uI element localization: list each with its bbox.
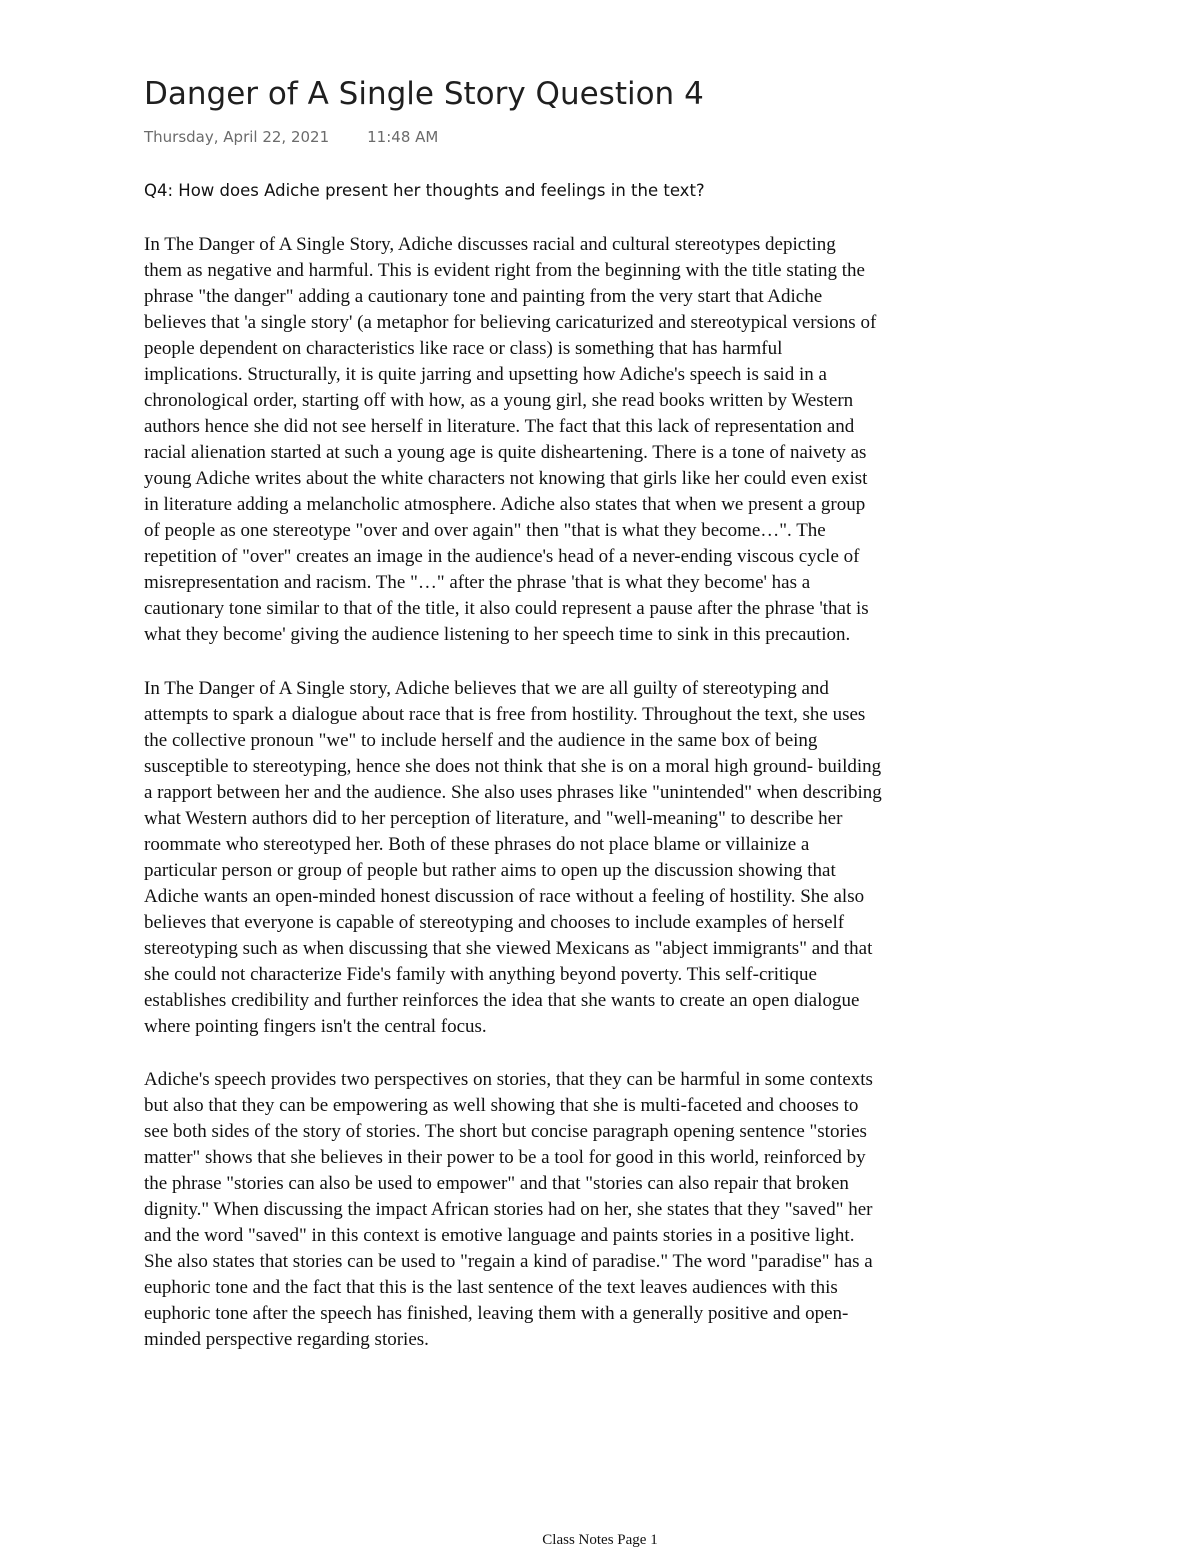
- paragraph-line: implications. Structurally, it is quite jarring and upsetting how Adiche's speech is said in a: [144, 364, 827, 385]
- paragraph-line: dignity." When discussing the impact African stories had on her, she states that they "saved" her: [144, 1199, 873, 1220]
- paragraph-line: the collective pronoun "we" to include herself and the audience in the same box of being: [144, 730, 818, 751]
- paragraph-line: young Adiche writes about the white characters not knowing that girls like her could even exist: [144, 468, 868, 489]
- paragraph-line: what Western authors did to her perception of literature, and "well-meaning" to describe her: [144, 808, 843, 829]
- paragraph-line: people dependent on characteristics like race or class) is something that has harmful: [144, 338, 783, 359]
- paragraph-line: cautionary tone similar to that of the title, it also could represent a pause after the phrase 'that is: [144, 598, 869, 619]
- paragraph-line: she could not characterize Fide's family with anything beyond poverty. This self-critique: [144, 964, 817, 985]
- paragraph-line: matter" shows that she believes in their power to be a tool for good in this world, reinforced by: [144, 1147, 866, 1168]
- paragraph-line: and the word "saved" in this context is emotive language and paints stories in a positive light.: [144, 1225, 855, 1246]
- paragraph-line: particular person or group of people but rather aims to open up the discussion showing that: [144, 860, 836, 881]
- note-timestamp: [144, 128, 438, 146]
- paragraph-line: the phrase "stories can also be used to empower" and that "stories can also repair that broken: [144, 1173, 849, 1194]
- paragraph-line: misrepresentation and racism. The "…" after the phrase 'that is what they become' has a: [144, 572, 811, 593]
- paragraph-line: authors hence she did not see herself in literature. The fact that this lack of representation and: [144, 416, 855, 437]
- paragraph-line: where pointing fingers isn't the central focus.: [144, 1016, 487, 1037]
- paragraph-line: euphoric tone after the speech has finished, leaving them with a generally positive and open-: [144, 1303, 849, 1324]
- paragraph-line: see both sides of the story of stories. The short but concise paragraph opening sentence "stories: [144, 1121, 867, 1142]
- page-title: Danger of A Single Story Question 4: [144, 76, 704, 112]
- paragraph-line: roommate who stereotyped her. Both of these phrases do not place blame or villainize a: [144, 834, 810, 855]
- paragraph-line: In The Danger of A Single Story, Adiche discusses racial and cultural stereotypes depicting: [144, 234, 836, 255]
- paragraph-line: She also states that stories can be used to "regain a kind of paradise." The word "paradise" has a: [144, 1251, 873, 1272]
- paragraph-line: phrase "the danger" adding a cautionary tone and painting from the very start that Adiche: [144, 286, 823, 307]
- paragraph-line: minded perspective regarding stories.: [144, 1329, 429, 1350]
- paragraph-line: of people as one stereotype "over and over again" then "that is what they become…". The: [144, 520, 826, 541]
- paragraph-line: them as negative and harmful. This is evident right from the beginning with the title stating the: [144, 260, 865, 281]
- paragraph-line: a rapport between her and the audience. She also uses phrases like "unintended" when describing: [144, 782, 882, 803]
- paragraph-line: chronological order, starting off with how, as a young girl, she read books written by Western: [144, 390, 854, 411]
- paragraph-line: repetition of "over" creates an image in the audience's head of a never-ending viscous cycle of: [144, 546, 860, 567]
- note-date: Thursday, April 22, 2021: [144, 128, 330, 146]
- paragraph-2: [144, 676, 1059, 1040]
- paragraph-line: susceptible to stereotyping, hence she does not think that she is on a moral high ground- building: [144, 756, 882, 777]
- paragraph-line: believes that everyone is capable of stereotyping and chooses to include examples of herself: [144, 912, 845, 933]
- note-time: 11:48 AM: [367, 128, 439, 146]
- question-heading: Q4: How does Adiche present her thoughts and feelings in the text?: [144, 181, 705, 200]
- paragraph-line: racial alienation started at such a young age is quite disheartening. There is a tone of naivety as: [144, 442, 867, 463]
- paragraph-line: euphoric tone and the fact that this is the last sentence of the text leaves audiences with this: [144, 1277, 838, 1298]
- paragraph-line: in literature adding a melancholic atmosphere. Adiche also states that when we present a group: [144, 494, 866, 515]
- paragraph-line: but also that they can be empowering as well showing that she is multi-faceted and chooses to: [144, 1095, 859, 1116]
- paragraph-line: Adiche wants an open-minded honest discussion of race without a feeling of hostility. She also: [144, 886, 865, 907]
- paragraph-line: attempts to spark a dialogue about race that is free from hostility. Throughout the text, she uses: [144, 704, 866, 725]
- page-footer: Class Notes Page 1: [542, 1532, 658, 1548]
- paragraph-line: stereotyping such as when discussing that she viewed Mexicans as "abject immigrants" and that: [144, 938, 873, 959]
- paragraph-line: Adiche's speech provides two perspectives on stories, that they can be harmful in some contexts: [144, 1069, 873, 1090]
- paragraph-line: In The Danger of A Single story, Adiche believes that we are all guilty of stereotyping and: [144, 678, 829, 699]
- paragraph-line: believes that 'a single story' (a metaphor for believing caricaturized and stereotypical versions of: [144, 312, 877, 333]
- paragraph-line: what they become' giving the audience listening to her speech time to sink in this precaution.: [144, 624, 851, 645]
- paragraph-1: [144, 232, 1059, 648]
- paragraph-line: establishes credibility and further reinforces the idea that she wants to create an open dialogue: [144, 990, 860, 1011]
- paragraph-3: [144, 1067, 1059, 1353]
